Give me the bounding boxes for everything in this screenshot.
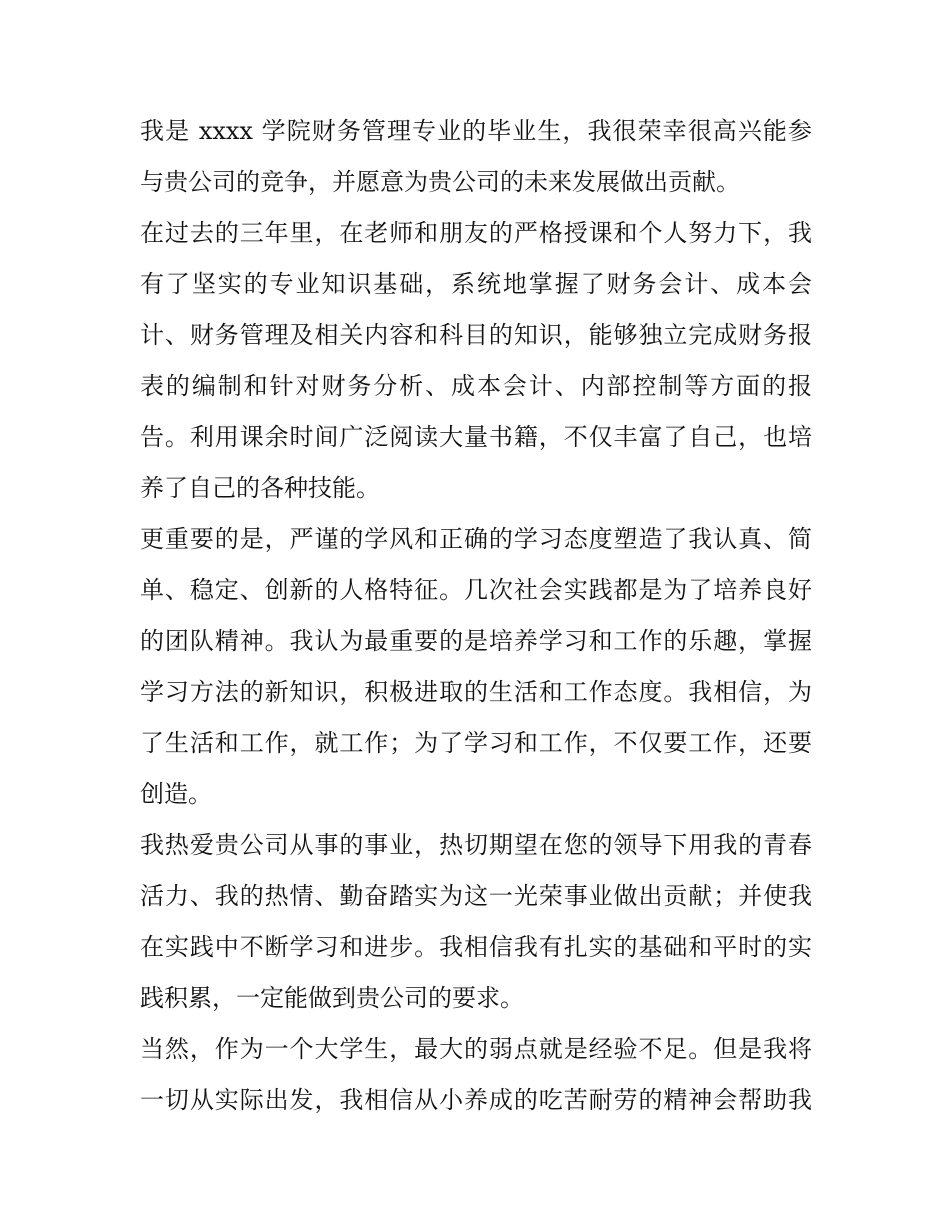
document-body: [140, 106, 812, 1126]
text-line: 与贵公司的竞争，并愿意为贵公司的未来发展做出贡献。: [140, 168, 740, 196]
text-line: 了生活和工作，就工作；为了学习和工作，不仅要工作，还要: [140, 729, 812, 757]
text-line: 养了自己的各种技能。: [140, 474, 380, 502]
text-line: 我是 xxxx 学院财务管理专业的毕业生，我很荣幸很高兴能参: [140, 117, 812, 145]
text-line: 学习方法的新知识，积极进取的生活和工作态度。我相信，为: [140, 678, 812, 706]
text-line: 当然，作为一个大学生，最大的弱点就是经验不足。但是我将: [140, 1035, 812, 1063]
text-line: 计、财务管理及相关内容和科目的知识，能够独立完成财务报: [140, 321, 812, 349]
text-line: 单、稳定、创新的人格特征。几次社会实践都是为了培养良好: [140, 576, 812, 604]
text-line: 创造。: [140, 780, 212, 808]
text-line: 在实践中不断学习和进步。我相信我有扎实的基础和平时的实: [140, 933, 812, 961]
text-line: 我热爱贵公司从事的事业，热切期望在您的领导下用我的青春: [140, 831, 812, 859]
text-line: 告。利用课余时间广泛阅读大量书籍，不仅丰富了自己，也培: [140, 423, 812, 451]
text-line: 践积累，一定能做到贵公司的要求。: [140, 984, 524, 1012]
paragraph-2: [140, 208, 812, 514]
text-line: 一切从实际出发，我相信从小养成的吃苦耐劳的精神会帮助我: [140, 1086, 812, 1114]
text-line: 有了坚实的专业知识基础，系统地掌握了财务会计、成本会: [140, 270, 812, 298]
paragraph-3: [140, 514, 812, 820]
text-line: 更重要的是，严谨的学风和正确的学习态度塑造了我认真、简: [140, 525, 812, 553]
paragraph-1: [140, 106, 812, 208]
paragraph-5: [140, 1024, 812, 1126]
text-line: 表的编制和针对财务分析、成本会计、内部控制等方面的报: [140, 372, 812, 400]
paragraph-4: [140, 820, 812, 1024]
text-line: 的团队精神。我认为最重要的是培养学习和工作的乐趣，掌握: [140, 627, 812, 655]
text-line: 活力、我的热情、勤奋踏实为这一光荣事业做出贡献；并使我: [140, 882, 812, 910]
text-line: 在过去的三年里，在老师和朋友的严格授课和个人努力下，我: [140, 219, 812, 247]
